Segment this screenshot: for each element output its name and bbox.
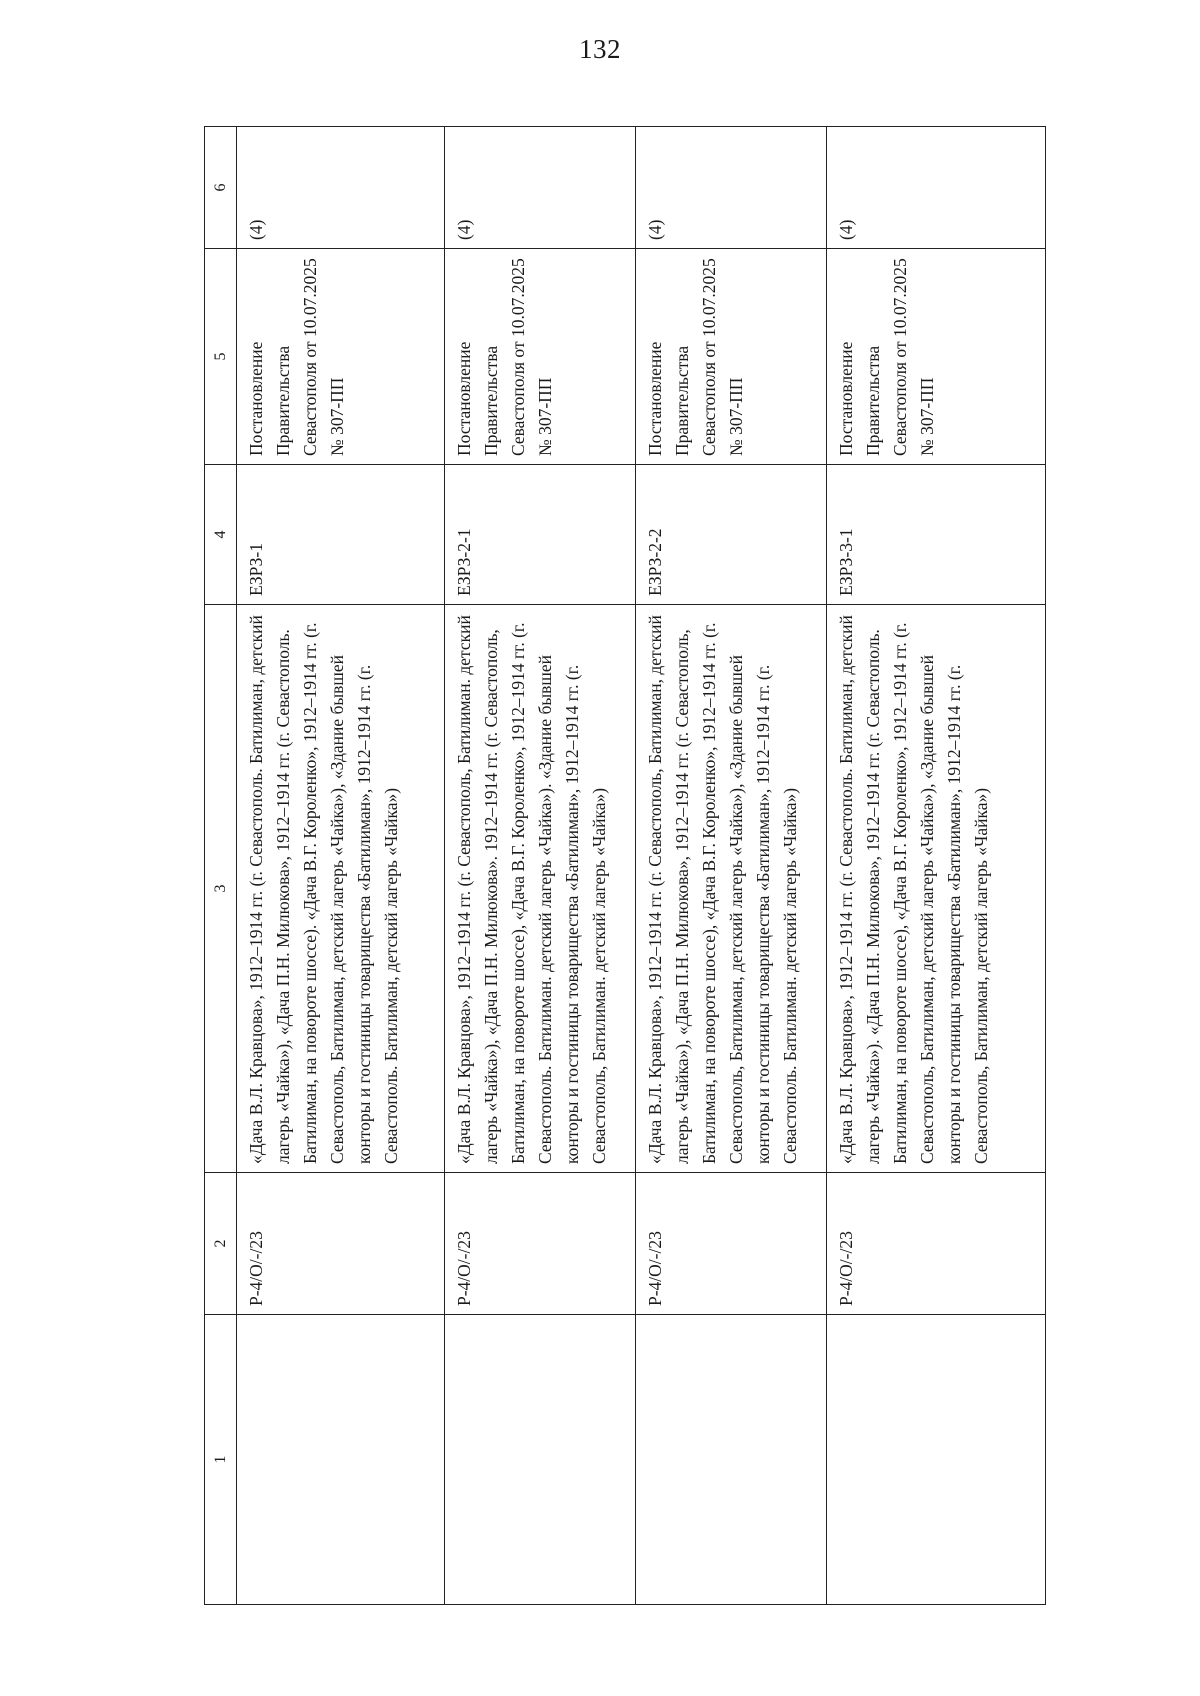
cell-objects: «Дача В.Л. Кравцова», 1912–1914 гг. (г. Севастополь. Батилиман, детский лагерь «Чайка»). «Дача П.Н. Милюкова», 1912–1914 гг. (г. Севастополь. Батилиман, на повороте шоссе), «Дача В.Г. Короленко», 1912–1914 гг. (г. Севастополь, Батилиман, детский лагерь «Чайка»), «Здание бывшей конторы и гостиницы товарищества «Батилиман», 1912–1914 гг. (г. Севастополь, Батилиман, детский лагерь «Чайка») [827,605,1046,1173]
column-header: 2 [205,1173,237,1315]
table-row [636,127,827,1605]
cell-zone: ЕЗРЗ-3-1 [827,465,1046,605]
cell-document: Постановление Правительства Севастополя от 10.07.2025 № 307-ПП [445,249,636,465]
table-row [827,127,1046,1605]
column-header: 6 [205,127,237,249]
cell-number [827,1315,1046,1605]
column-header: 1 [205,1315,237,1605]
cell-zone: ЕЗРЗ-2-1 [445,465,636,605]
cell-note: (4) [237,127,445,249]
cell-objects: «Дача В.Л. Кравцова», 1912–1914 гг. (г. Севастополь. Батилиман, детский лагерь «Чайка»), «Дача П.Н. Милюкова», 1912–1914 гг. (г. Севастополь. Батилиман, на повороте шоссе). «Дача В.Г. Короленко», 1912–1914 гг. (г. Севастополь, Батилиман, детский лагерь «Чайка»), «Здание бывшей конторы и гостиницы товарищества «Батилиман», 1912–1914 гг. (г. Севастополь. Батилиман, детский лагерь «Чайка») [237,605,445,1173]
registry-table [204,126,1046,1605]
column-header: 5 [205,249,237,465]
cell-code: Р-4/О/-/23 [237,1173,445,1315]
cell-zone: ЕЗРЗ-2-2 [636,465,827,605]
cell-document: Постановление Правительства Севастополя от 10.07.2025 № 307-ПП [636,249,827,465]
cell-code: Р-4/О/-/23 [827,1173,1046,1315]
cell-objects: «Дача В.Л. Кравцова», 1912–1914 гг. (г. Севастополь, Батилиман, детский лагерь «Чайка»), «Дача П.Н. Милюкова», 1912–1914 гг. (г. Севастополь, Батилиман, на повороте шоссе), «Дача В.Г. Короленко», 1912–1914 гг. (г. Севастополь, Батилиман, детский лагерь «Чайка»), «Здание бывшей конторы и гостиницы товарищества «Батилиман», 1912–1914 гг. (г. Севастополь. Батилиман. детский лагерь «Чайка») [636,605,827,1173]
page-number: 132 [579,34,621,64]
cell-document: Постановление Правительства Севастополя от 10.07.2025 № 307-ПП [827,249,1046,465]
column-header: 3 [205,605,237,1173]
cell-note: (4) [636,127,827,249]
table-row [237,127,445,1605]
column-header: 4 [205,465,237,605]
cell-zone: ЕЗРЗ-1 [237,465,445,605]
cell-note: (4) [827,127,1046,249]
cell-number [237,1315,445,1605]
cell-note: (4) [445,127,636,249]
cell-objects: «Дача В.Л. Кравцова», 1912–1914 гг. (г. Севастополь, Батилиман. детский лагерь «Чайка»), «Дача П.Н. Милюкова». 1912–1914 гг. (г. Севастополь, Батилиман, на повороте шоссе), «Дача В.Г. Короленко», 1912–1914 гг. (г. Севастополь. Батилиман. детский лагерь «Чайка»). «Здание бывшей конторы и гостиницы товарищества «Батилиман», 1912–1914 гг. (г. Севастополь, Батилиман. детский лагерь «Чайка») [445,605,636,1173]
cell-document: Постановление Правительства Севастополя от 10.07.2025 № 307-ПП [237,249,445,465]
table-row [445,127,636,1605]
cell-code: Р-4/О/-/23 [636,1173,827,1315]
cell-code: Р-4/О/-/23 [445,1173,636,1315]
cell-number [445,1315,636,1605]
header-row [205,127,237,1605]
cell-number [636,1315,827,1605]
